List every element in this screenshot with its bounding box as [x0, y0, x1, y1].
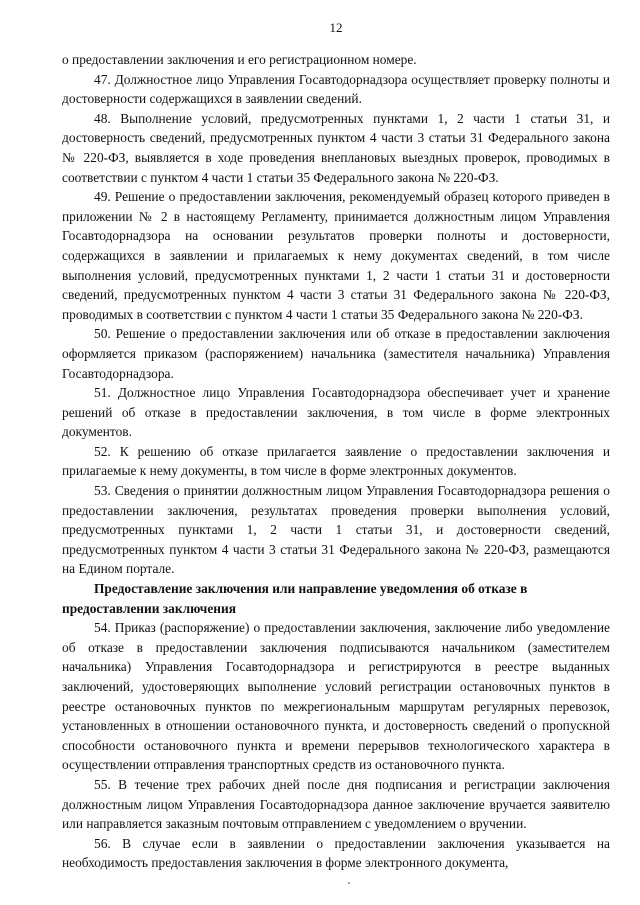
- paragraph-continuation: о предоставлении заключения и его регистрационном номере.: [62, 52, 417, 67]
- paragraph-54: 54. Приказ (распоряжение) о предоставлении заключения, заключение либо уведомление об отказе в предоставлении заключения подписываются начальником (заместителем начальника) Управления Госавтодорнадзора и регистрируются в реестре выданных заключений, удостоверяющих выполнение условий регистрации остановочных пунктов в реестре остановочных пунктов по межрегиональным маршрутам регулярных перевозок, установленных в отношении остановочного пункта, и достоверность сведений о пропускной способности остановочного пункта и времени перерывов технологического характера в осуществлении отправления транспортных средств из остановочного пункта.: [62, 620, 610, 773]
- scan-speck: [348, 882, 350, 884]
- paragraph-50: 50. Решение о предоставлении заключения или об отказе в предоставлении заключения оформляется приказом (распоряжением) начальника (заместителя начальника) Управления Госавтодорнадзора.: [62, 326, 610, 381]
- paragraph-49: 49. Решение о предоставлении заключения, рекомендуемый образец которого приведен в приложении № 2 в настоящему Регламенту, принимается должностным лицом Управления Госавтодорнадзора на основании результатов проверки полноты и достоверности, содержащихся в заявлении и прилагаемых к нему документах сведений, в том числе выполнения условий, предусмотренных пунктами 1, 2 части 1 статьи 31 и достоверности сведений, предусмотренных пунктом 4 части 3 статьи 31 Федерального закона № 220-ФЗ, проводимых в соответствии с пунктом 4 части 1 статьи 35 Федерального закона № 220-ФЗ.: [62, 189, 610, 322]
- paragraph-56: 56. В случае если в заявлении о предоставлении заключения указывается на необходимость предоставления заключения в форме электронного документа,: [62, 835, 610, 871]
- paragraph-52: 52. К решению об отказе прилагается заявление о предоставлении заключения и прилагаемые к нему документы, в том числе в форме электронных документов.: [62, 443, 610, 479]
- paragraph-55: 55. В течение трех рабочих дней после дня подписания и регистрации заключения должностным лицом Управления Госавтодорнадзора данное заключение вручается заявителю или направляется заказным почтовым отправлением с уведомлением о вручении.: [62, 776, 610, 832]
- paragraph-47: 47. Должностное лицо Управления Госавтодорнадзора осуществляет проверку полноты и достоверности содержащихся в заявлении сведений.: [62, 71, 610, 107]
- section-heading: Предоставление заключения или направление уведомления об отказе в предоставлении заключения: [62, 581, 528, 616]
- paragraph-48: 48. Выполнение условий, предусмотренных пунктами 1, 2 части 1 статьи 31, и достоверность сведений, предусмотренных пунктом 4 части 3 статьи 31 Федерального закона № 220-ФЗ, выявляется в ходе проведения внеплановых выездных проверок, проводимых в соответствии с пунктом 4 части 1 статьи 35 Федерального закона № 220-ФЗ.: [62, 110, 610, 185]
- page-number: 12: [329, 20, 343, 35]
- paragraph-51: 51. Должностное лицо Управления Госавтодорнадзора обеспечивает учет и хранение решений об отказе в предоставлении заключения, в том числе в форме электронных документов.: [62, 385, 610, 440]
- paragraph-53: 53. Сведения о принятии должностным лицом Управления Госавтодорнадзора решения о предоставлении заключения, результатах проведения проверки выполнения условий, предусмотренных пунктами 1, 2 части 1 статьи 31, и достоверности сведений, предусмотренных пунктом 4 части 3 статьи 31 Федерального закона № 220-ФЗ, размещаются на Едином портале.: [62, 483, 610, 577]
